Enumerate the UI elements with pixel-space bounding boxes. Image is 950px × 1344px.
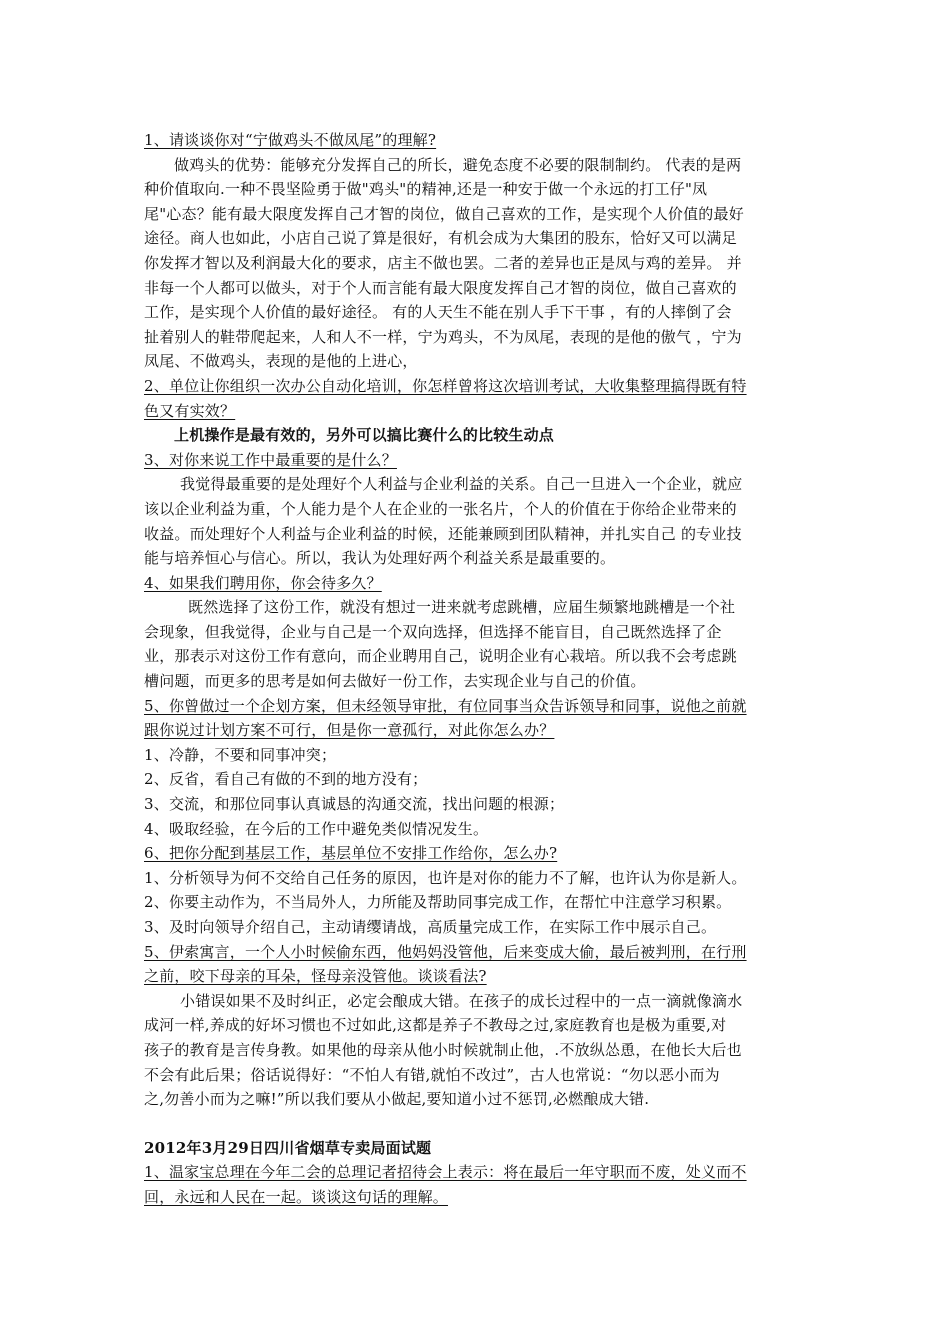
question-line: 2、单位让你组织一次办公自动化培训，你怎样曾将这次培训考试，大收集整理搞得既有特 — [144, 376, 747, 395]
paragraph-line: 非每一个人都可以做头，对于个人而言能有最大限度发挥自己才智的岗位，做自己喜欢的 — [144, 278, 737, 297]
paragraph-line: 做鸡头的优势：能够充分发挥自己的所长，避免态度不必要的限制制约。 代表的是两 — [174, 155, 742, 174]
paragraph-line: 收益。而处理好个人利益与企业利益的时候，还能兼顾到团队精神，并扎实自己 的专业技 — [144, 524, 742, 543]
question-line: 1、请谈谈你对“宁做鸡头不做凤尾”的理解? — [144, 131, 437, 149]
paragraph-line: 之,勿善小而为之嘛!”所以我们要从小做起,要知道小过不惩罚,必燃酿成大错. — [144, 1090, 650, 1109]
paragraph-line: 你发挥才智以及利润最大化的要求，店主不做也罢。二者的差异也正是凤与鸡的差异。 并 — [144, 253, 742, 272]
paragraph-line: 尾"心态？能有最大限度发挥自己才智的岗位，做自己喜欢的工作，是实现个人价值的最好 — [144, 204, 744, 223]
paragraph-line: 既然选择了这份工作，就没有想过一进来就考虑跳槽，应届生频繁地跳槽是一个社 — [188, 598, 736, 617]
blank-line — [144, 1112, 808, 1136]
question-line: 色又有实效？ — [144, 401, 236, 420]
question-line: 回，永远和人民在一起。谈谈这句话的理解。 — [144, 1187, 449, 1206]
question-line: 1、温家宝总理在今年二会的总理记者招待会上表示：将在最后一年守职而不废，处义而不 — [144, 1163, 747, 1182]
question-line: 5、你曾做过一个企划方案，但未经领导审批，有位同事当众告诉领导和同事，说他之前就 — [144, 696, 747, 715]
paragraph-line: 3、及时向领导介绍自己，主动请缨请战，高质量完成工作，在实际工作中展示自己。 — [144, 918, 717, 936]
section-heading: 2012年3月29日四川省烟草专卖局面试题 — [144, 1138, 432, 1157]
paragraph-line: 工作，是实现个人价值的最好途径。 有的人天生不能在别人手下干事 ，有的人摔倒了会 — [144, 303, 732, 322]
paragraph-line: 3、交流，和那位同事认真诚恳的沟通交流，找出问题的根源； — [144, 795, 565, 814]
paragraph-line: 1、分析领导为何不交给自己任务的原因，也许是对你的能力不了解，也许认为你是新人。 — [144, 868, 747, 887]
paragraph-line: 1、冷静，不要和同事冲突； — [144, 745, 337, 764]
paragraph-line: 不会有此后果；俗话说得好：“不怕人有错,就怕不改过”，古人也常说：“勿以恶小而为 — [144, 1065, 720, 1084]
paragraph-line: 能与培养恒心与信心。所以，我认为处理好两个利益关系是最重要的。 — [144, 549, 616, 568]
paragraph-line: 业，那表示对这份工作有意向，而企业聘用自己，说明企业有心栽培。所以我不会考虑跳 — [144, 647, 737, 666]
question-line: 跟你说过计划方案不可行，但是你一意孤行，对此你怎么办？ — [144, 721, 555, 740]
question-line: 6、把你分配到基层工作，基层单位不安排工作给你，怎么办? — [144, 844, 558, 863]
paragraph-line: 上机操作是最有效的，另外可以搞比赛什么的比较生动点 — [174, 426, 555, 445]
question-line: 4、如果我们聘用你，你会待多久？ — [144, 573, 382, 592]
paragraph-line: 2、反省，看自己有做的不到的地方没有； — [144, 770, 428, 789]
paragraph-line: 成河一样,养成的好坏习惯也不过如此,这都是养子不教母之过,家庭教育也是极为重要,对 — [144, 1016, 727, 1035]
paragraph-line: 扯着别人的鞋带爬起来，人和人不一样，宁为鸡头，不为凤尾，表现的是他的傲气 ，宁为 — [144, 327, 742, 346]
question-line: 之前，咬下母亲的耳朵，怪母亲没管他。谈谈看法? — [144, 967, 487, 986]
document-body — [144, 128, 808, 1210]
question-line: 5、伊索寓言，一个人小时候偷东西，他妈妈没管他，后来变成大偷，最后被判刑，在行刑 — [144, 942, 747, 961]
question-line: 3、对你来说工作中最重要的是什么？ — [144, 450, 397, 469]
paragraph-line: 种价值取向.一种不畏坚险勇于做"鸡头"的精神,还是一种安于做一个永远的打工仔"凤 — [144, 180, 708, 199]
paragraph-line: 孩子的教育是言传身教。如果他的母亲从他小时候就制止他，.不放纵怂恿，在他长大后也 — [144, 1040, 742, 1059]
paragraph-line: 该以企业利益为重，个人能力是个人在企业的一张名片，个人的价值在于你给企业带来的 — [144, 499, 737, 518]
paragraph-line: 凤尾、不做鸡头，表现的是他的上进心， — [144, 352, 418, 371]
paragraph-line: 我觉得最重要的是处理好个人利益与企业利益的关系。自己一旦进入一个企业，就应 — [180, 475, 743, 494]
paragraph-line: 途径。商人也如此，小店自己说了算是很好，有机会成为大集团的股东，恰好又可以满足 — [144, 229, 737, 248]
paragraph-line: 会现象，但我觉得，企业与自己是一个双向选择，但选择不能盲目，自己既然选择了企 — [144, 622, 722, 641]
paragraph-line: 槽问题，而更多的思考是如何去做好一份工作，去实现企业与自己的价值。 — [144, 672, 646, 691]
paragraph-line: 小错误如果不及时纠正，必定会酿成大错。在孩子的成长过程中的一点一滴就像滴水 — [180, 991, 743, 1010]
paragraph-line: 2、你要主动作为，不当局外人，力所能及帮助同事完成工作，在帮忙中注意学习积累。 — [144, 893, 732, 912]
paragraph-line: 4、吸取经验，在今后的工作中避免类似情况发生。 — [144, 819, 489, 838]
